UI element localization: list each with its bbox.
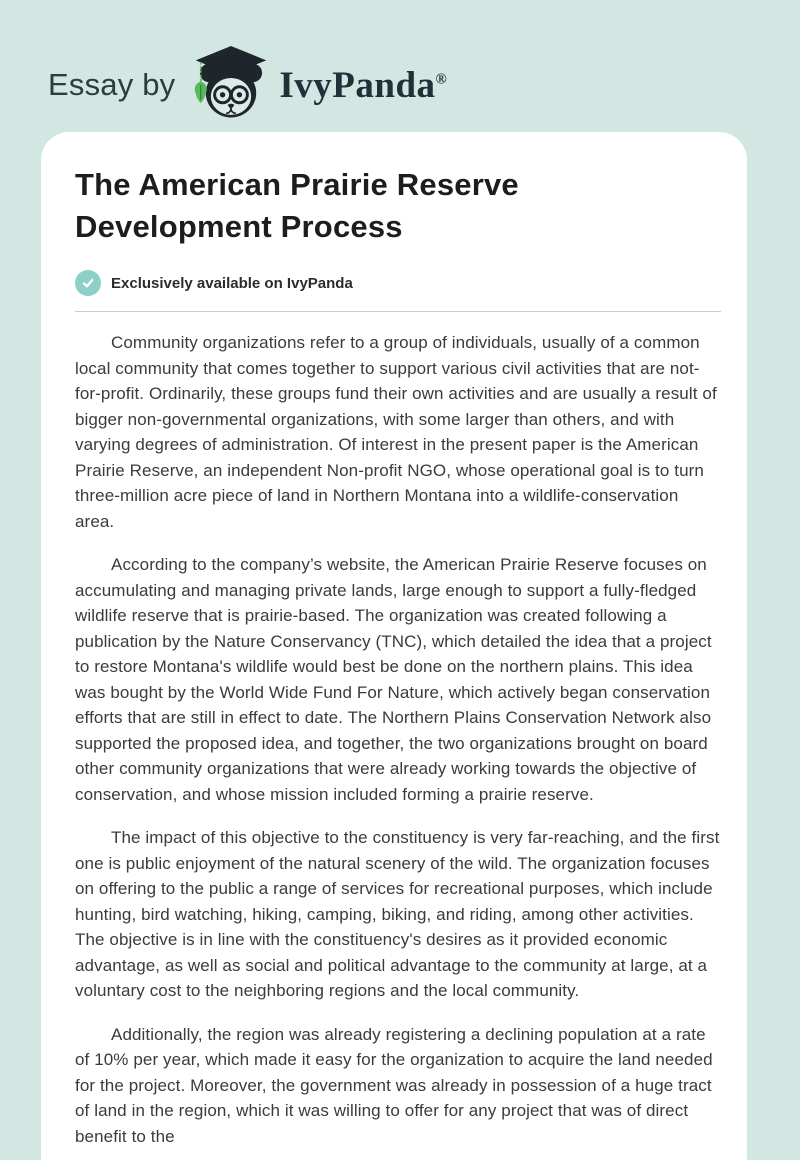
exclusive-badge xyxy=(75,270,721,296)
brand-name xyxy=(279,64,447,107)
essay-title: The American Prairie Reserve Development Process xyxy=(75,167,519,244)
essay-paragraph: Community organizations refer to a group of individuals, usually of a common local community that comes together to support various civil activities that are not-for-profit. Ordinarily, these groups fund their own activities and are usually a result of bigger non-governmental organizations, with some larger than others, and with varying degrees of administration. Of interest in the present paper is the American Prairie Reserve, an independent Non-profit NGO, whose operational goal is to turn three-million acre piece of land in Northern Montana into a wildlife-conservation area. xyxy=(75,333,717,531)
essay-paragraph: The impact of this objective to the constituency is very far-reaching, and the first one is public enjoyment of the natural scenery of the wild. The organization focuses on offering to the public a range of services for recreational purposes, which include hunting, bird watching, hiking, camping, biking, and riding, among other activities. The objective is in line with the constituency's desires as it provided economic advantage, as well as social and political advantage to the community at large, at a voluntary cost to the neighboring regions and the local community. xyxy=(75,828,720,1000)
divider xyxy=(75,311,721,312)
brand-logo-link[interactable] xyxy=(189,45,447,125)
registered-trademark-symbol: ® xyxy=(435,71,448,88)
essay-paragraph: Additionally, the region was already registering a declining population at a rate of 10% per year, which made it easy for the organization to acquire the land needed for the project. Moreover, the government was already in possession of a huge tract of land in the region, which it was willing to offer for any project that was of direct benefit to the xyxy=(75,1024,713,1146)
brand-name-text: IvyPanda xyxy=(279,64,436,106)
check-icon xyxy=(75,270,101,296)
essay-body xyxy=(75,330,721,1149)
essay-by-label: Essay by xyxy=(48,67,176,102)
essay-card xyxy=(41,132,747,1160)
exclusive-badge-label: Exclusively available on IvyPanda xyxy=(111,274,353,292)
essay-paragraph: According to the company’s website, the American Prairie Reserve focuses on accumulating and managing private lands, large enough to support a fully-fledged wildlife reserve that is prairie-based. The organization was created following a publication by the Nature Conservancy (TNC), which detailed the idea that a project to restore Montana's wildlife would best be done on the northern plains. This idea was bought by the World Wide Fund For Nature, which actively began conservation efforts that are still in effect to date. The Northern Plains Conservation Network also supported the proposed idea, and together, the two organizations brought on board other community organizations that were already working towards the objective of conservation, and whose mission included forming a prairie reserve. xyxy=(75,555,712,804)
ivypanda-panda-logo-icon xyxy=(189,41,273,125)
site-header xyxy=(0,0,800,132)
